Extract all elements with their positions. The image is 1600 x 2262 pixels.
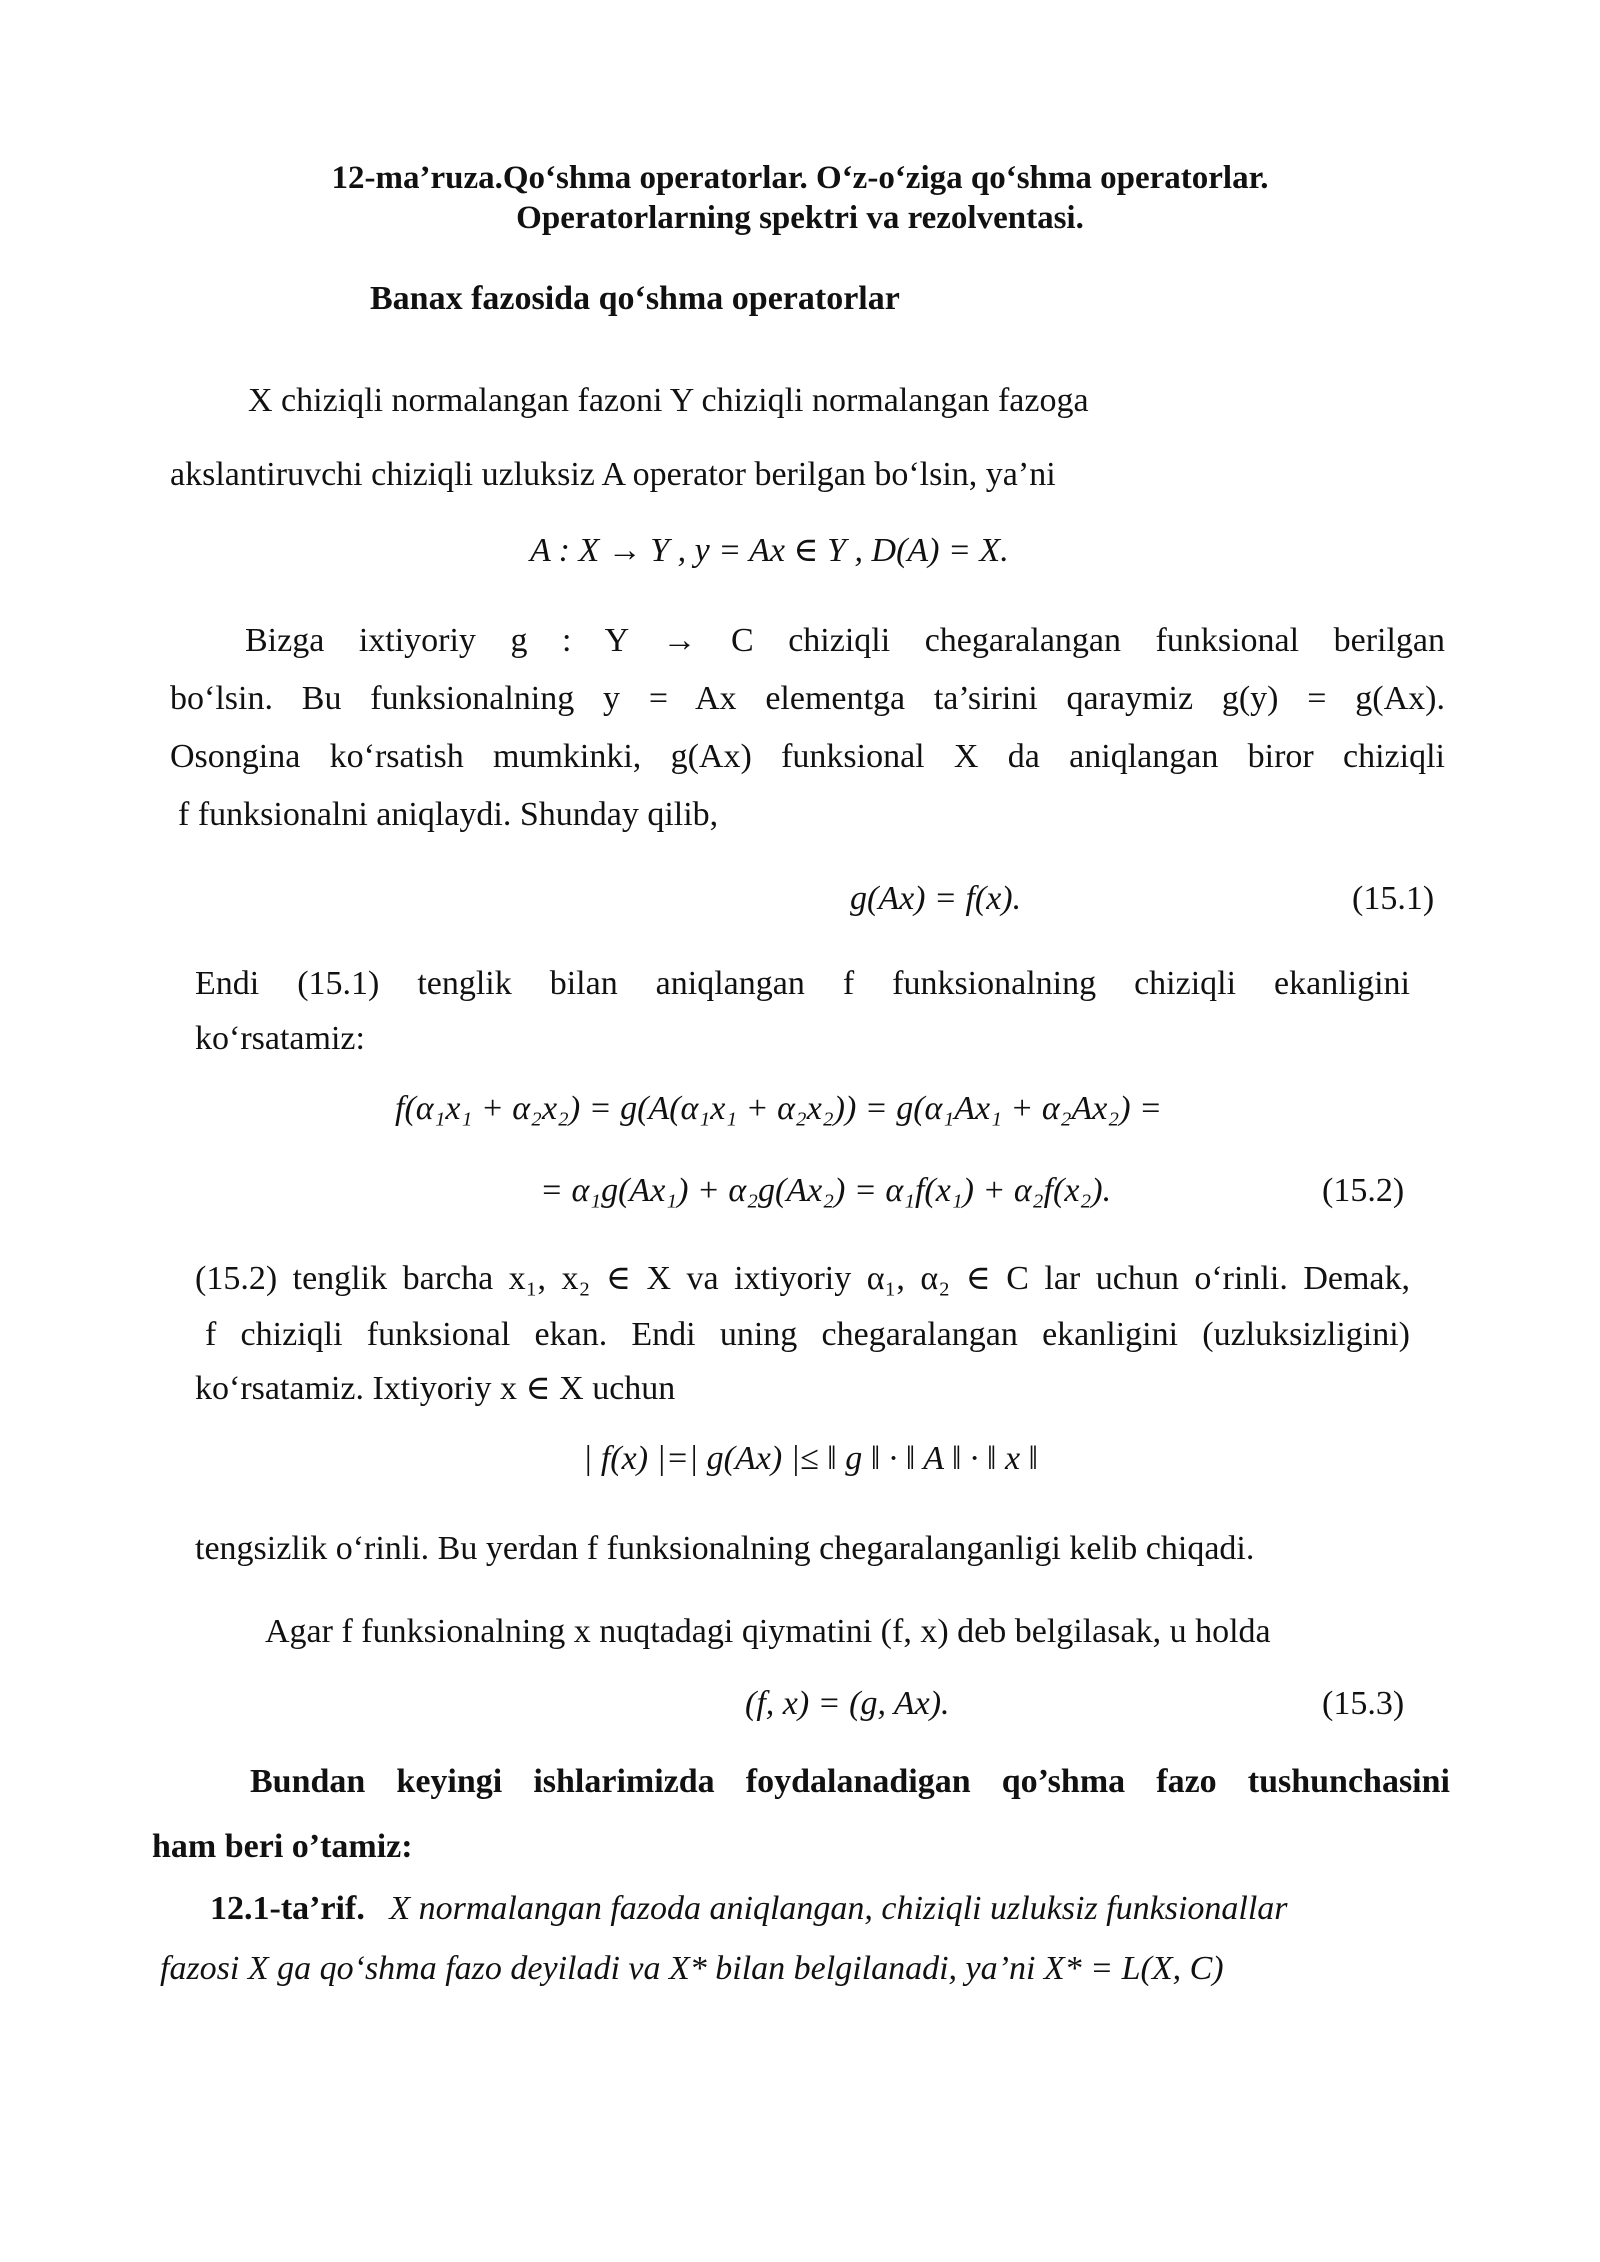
equation-15-2-line-2: = α₁g(Ax₁) + α₂g(Ax₂) = α₁f(x₁) + α₂f(x₂). <box>540 1172 1112 1209</box>
definition-line-1 <box>210 1880 1288 1938</box>
paragraph-7-line-2: ham beri o’tamiz: <box>152 1828 413 1865</box>
equation-15-2-line-1: f(α₁x₁ + α₂x₂) = g(A(α₁x₁ + α₂x₂)) = g(α₁Ax₁ + α₂Ax₂) = <box>395 1090 1162 1127</box>
definition-text-1: X normalangan fazoda aniqlangan, chiziqli uzluksiz funksionallar <box>389 1890 1288 1927</box>
definition-line-2: fazosi X ga qo‘shma fazo deyiladi va X* bilan belgilanadi, ya’ni X* = L(X, C) <box>160 1950 1224 1987</box>
paragraph-5: tengsizlik o‘rinli. Bu yerdan f funksionalning chegaralanganligi kelib chiqadi. <box>195 1530 1255 1567</box>
equation-norm-inequality: | f(x) |=| g(Ax) |≤ ‖ g ‖ · ‖ A ‖ · ‖ x ‖ <box>583 1440 1039 1477</box>
paragraph-3-line-1: Endi (15.1) tenglik bilan aniqlangan f funksionalning chiziqli ekanligini <box>195 965 1410 1002</box>
definition-label: 12.1-ta’rif. <box>210 1890 365 1927</box>
paragraph-1-line-2: akslantiruvchi chiziqli uzluksiz A operator berilgan bo‘lsin, ya’ni <box>170 456 1056 493</box>
lecture-title-line-2: Operatorlarning spektri va rezolventasi. <box>516 200 1084 236</box>
equation-15-2-number: (15.2) <box>1322 1172 1405 1209</box>
equation-mapping: A : X → Y , y = Ax ∈ Y , D(A) = X. <box>530 532 1009 569</box>
paragraph-4-line-3: ko‘rsatamiz. Ixtiyoriy x ∈ X uchun <box>195 1370 676 1407</box>
paragraph-2-line-3: Osongina ko‘rsatish mumkinki, g(Ax) funksional X da aniqlangan biror chiziqli <box>170 738 1445 775</box>
paragraph-1-line-1: X chiziqli normalangan fazoni Y chiziqli normalangan fazoga <box>248 382 1089 419</box>
equation-15-3: (f, x) = (g, Ax). <box>745 1685 950 1722</box>
section-heading: Banax fazosida qo‘shma operatorlar <box>370 280 900 317</box>
equation-15-3-number: (15.3) <box>1322 1685 1405 1722</box>
paragraph-4-line-2: f chiziqli funksional ekan. Endi uning chegaralangan ekanligini (uzluksizligini) <box>205 1316 1410 1353</box>
equation-15-1: g(Ax) = f(x). <box>850 880 1022 917</box>
lecture-title-line-1: 12-ma’ruza.Qo‘shma operatorlar. O‘z-o‘ziga qo‘shma operatorlar. <box>331 160 1269 196</box>
paragraph-2-line-4: f funksionalni aniqlaydi. Shunday qilib, <box>178 796 719 833</box>
paragraph-4-line-1: (15.2) tenglik barcha x₁, x₂ ∈ X va ixtiyoriy α₁, α₂ ∈ C lar uchun o‘rinli. Demak, <box>195 1260 1410 1297</box>
paragraph-3-line-2: ko‘rsatamiz: <box>195 1020 365 1057</box>
paragraph-2-line-1: Bizga ixtiyoriy g : Y → C chiziqli chegaralangan funksional berilgan <box>245 622 1445 659</box>
paragraph-2-line-2: bo‘lsin. Bu funksionalning y = Ax elementga ta’sirini qaraymiz g(y) = g(Ax). <box>170 680 1445 717</box>
paragraph-6: Agar f funksionalning x nuqtadagi qiymatini (f, x) deb belgilasak, u holda <box>265 1613 1271 1650</box>
paragraph-7-line-1: Bundan keyingi ishlarimizda foydalanadigan qo’shma fazo tushunchasini <box>250 1763 1450 1800</box>
equation-15-1-number: (15.1) <box>1352 880 1435 917</box>
